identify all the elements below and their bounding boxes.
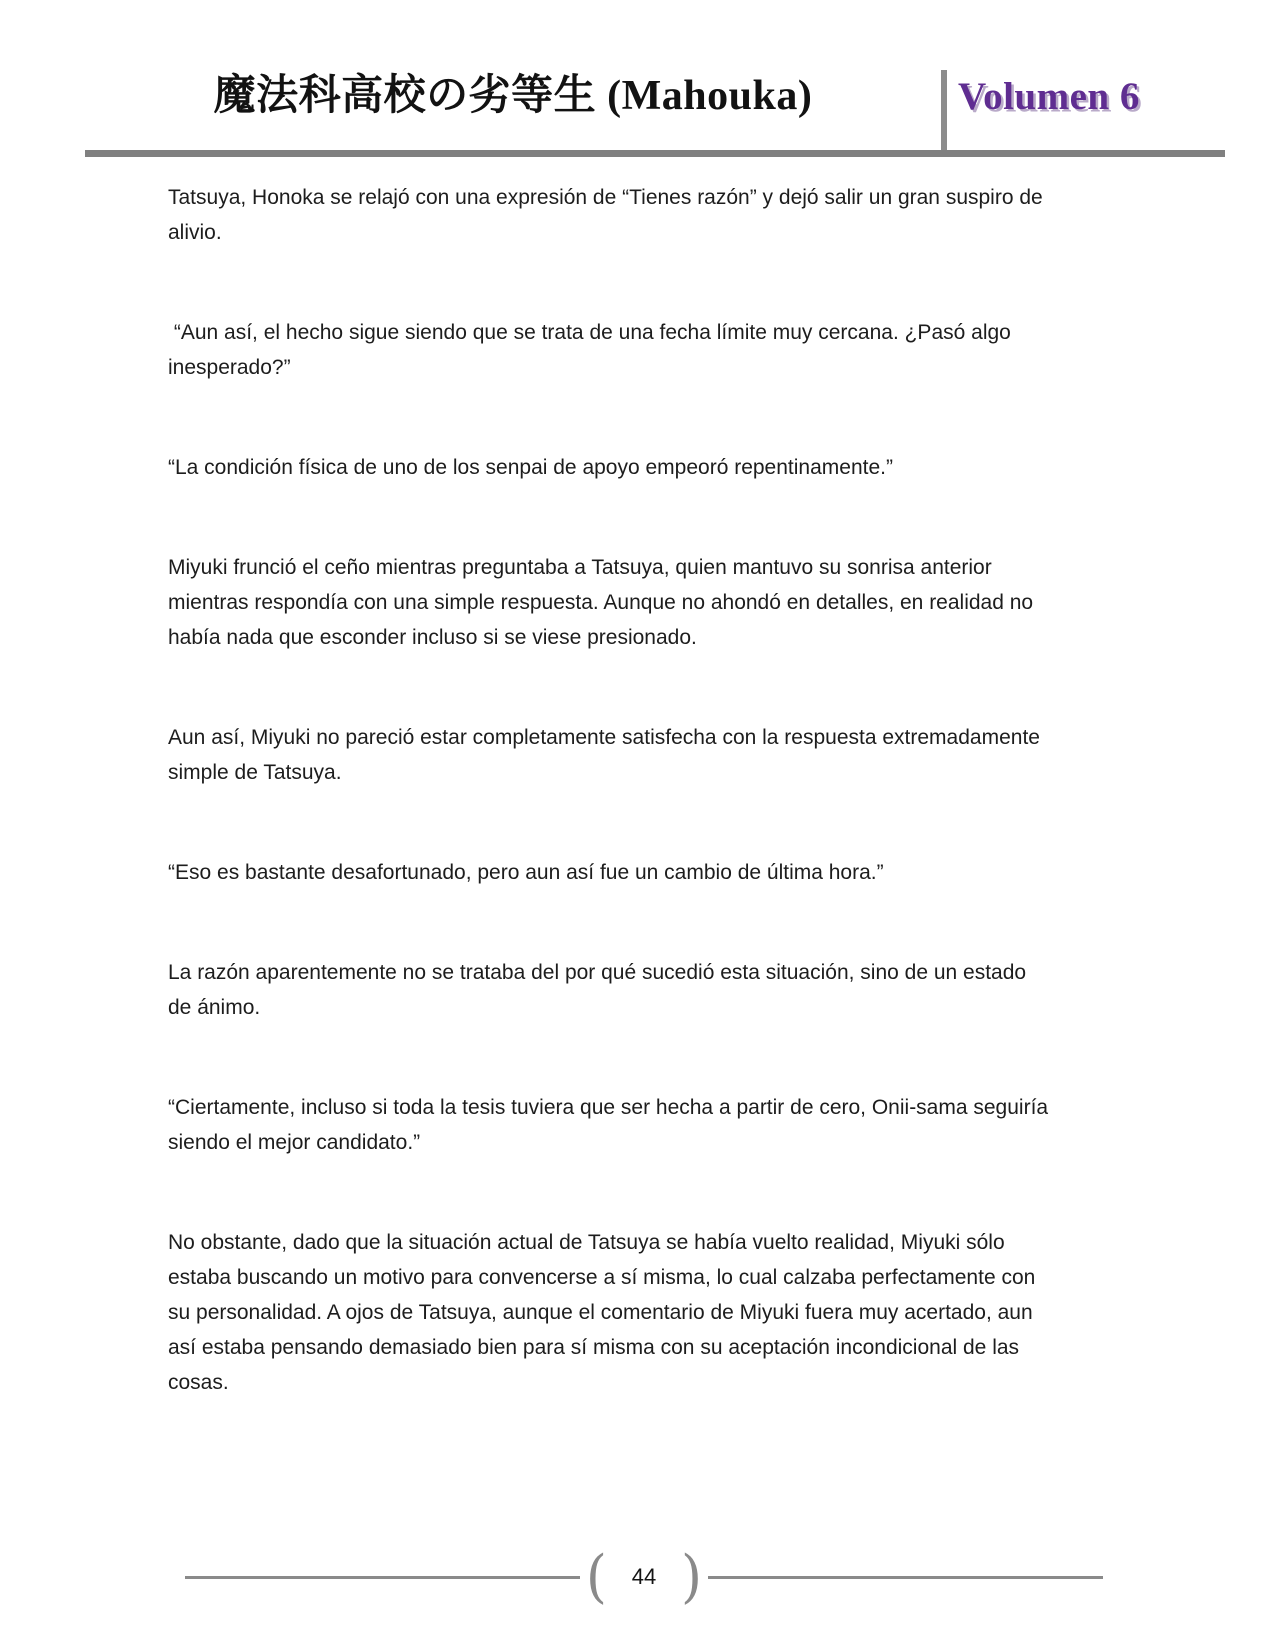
footer-rule-left — [185, 1576, 580, 1579]
paragraph: No obstante, dado que la situación actual de Tatsuya se había vuelto realidad, Miyuki sólo estaba buscando un motivo para convencerse a sí misma, lo cual calzaba perfectamente con su personalidad. A ojos de Tatsuya, aunque el comentario de Miyuki fuera muy acertado, aun así estaba pensando demasiado bien para sí misma con su aceptación incondicional de las cosas. — [168, 1231, 1042, 1394]
page-footer — [185, 1543, 1103, 1610]
right-bracket-icon: ) — [681, 1543, 703, 1610]
header-rule — [85, 150, 1225, 157]
paragraph: “Aun así, el hecho sigue siendo que se trata de una fecha límite muy cercana. ¿Pasó algo inesperado?” — [168, 321, 1017, 379]
page-body — [168, 180, 1054, 1465]
paragraph: La razón aparentemente no se trataba del por qué sucedió esta situación, sino de un estado de ánimo. — [168, 961, 1032, 1019]
paragraph: Aun así, Miyuki no pareció estar completamente satisfecha con la respuesta extremadamente simple de Tatsuya. — [168, 726, 1046, 784]
footer-rule-right — [708, 1576, 1103, 1579]
paragraph: “La condición física de uno de los senpai de apoyo empeoró repentinamente.” — [168, 456, 893, 479]
paragraph: Tatsuya, Honoka se relajó con una expresión de “Tienes razón” y dejó salir un gran suspiro de alivio. — [168, 186, 1049, 244]
paragraph: Miyuki frunció el ceño mientras preguntaba a Tatsuya, quien mantuvo su sonrisa anterior mientras respondía con una simple respuesta. Aunque no ahondó en detalles, en realidad no había nada que esconder incluso si se viese presionado. — [168, 556, 1039, 649]
paragraph: “Ciertamente, incluso si toda la tesis tuviera que ser hecha a partir de cero, Onii-sama seguiría siendo el mejor candidato.” — [168, 1096, 1054, 1154]
left-bracket-icon: ( — [585, 1543, 607, 1610]
paragraph: “Eso es bastante desafortunado, pero aun así fue un cambio de última hora.” — [168, 861, 884, 884]
header-divider-bar — [941, 70, 947, 157]
page-number: 44 — [631, 1564, 657, 1589]
book-title: 魔法科高校の劣等生 (Mahouka) — [213, 73, 813, 119]
volume-label: Volumen 6 — [958, 75, 1140, 118]
